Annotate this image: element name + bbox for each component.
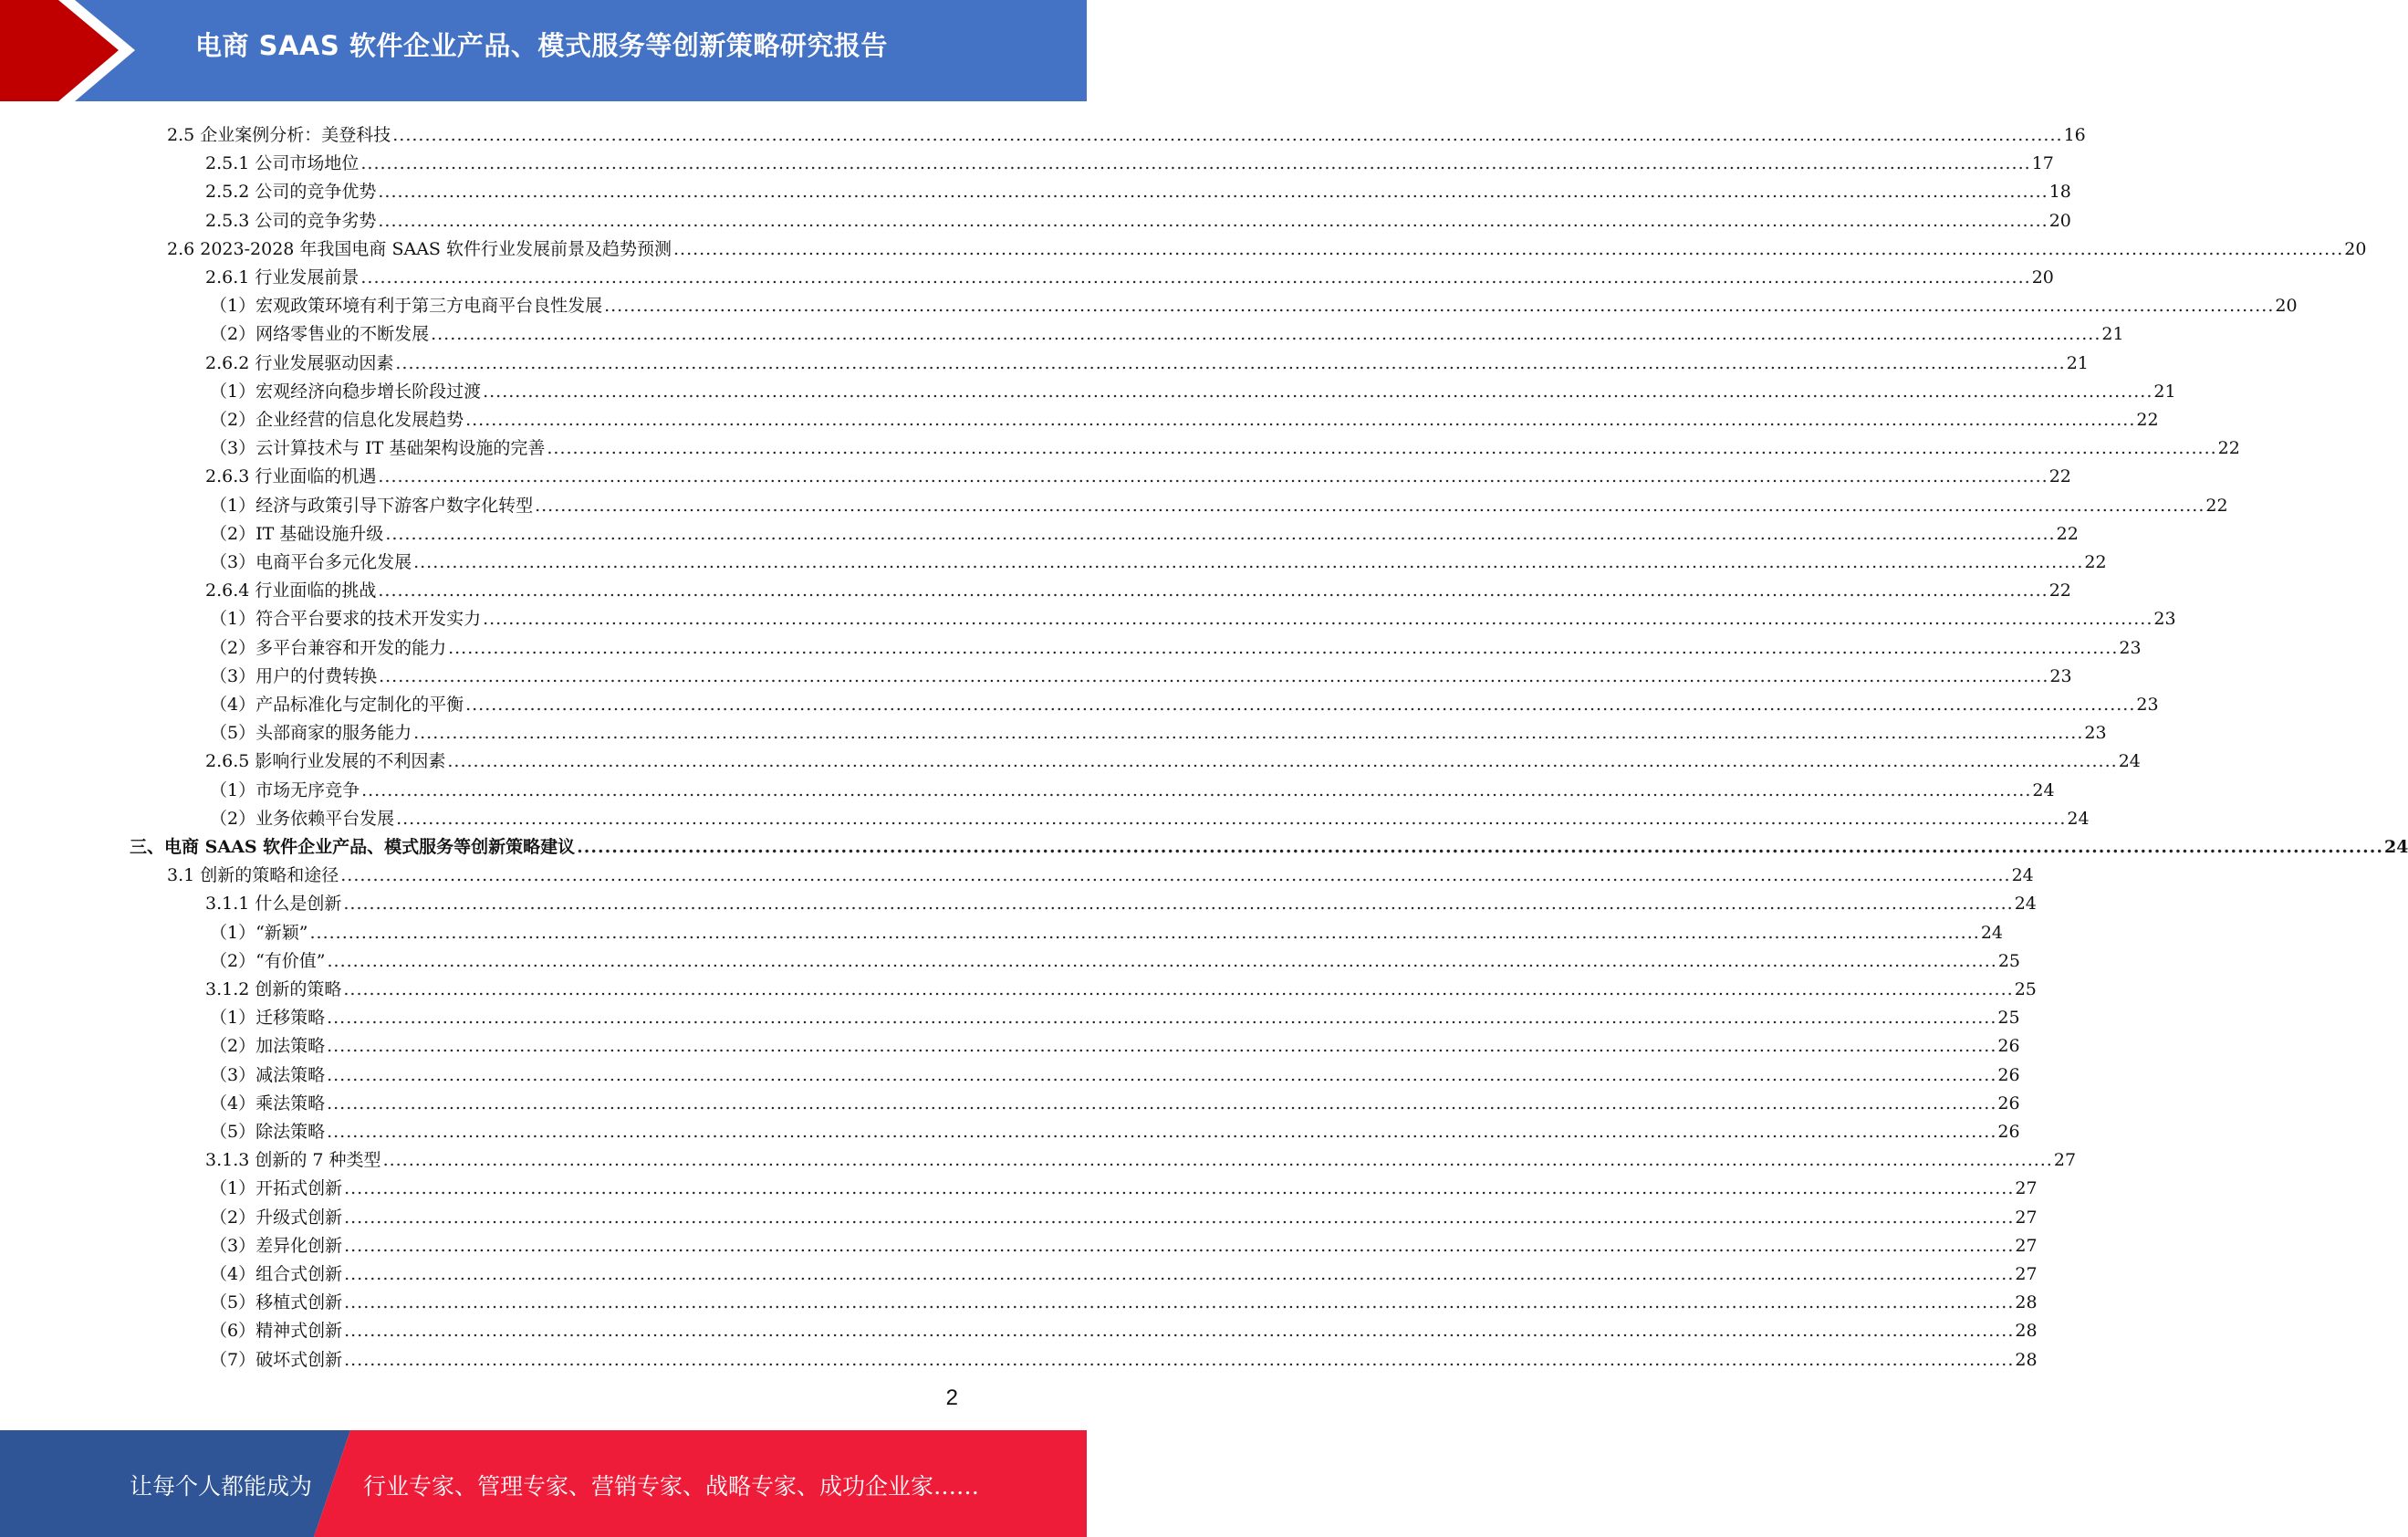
toc-leader-dots: ....................................................................................................................................................................................................................................................................	[413, 552, 2084, 572]
toc-entry[interactable]	[210, 686, 2159, 715]
toc-leader-dots: ....................................................................................................................................................................................................................................................................	[344, 1264, 2015, 1284]
toc-leader-dots: ....................................................................................................................................................................................................................................................................	[547, 438, 2217, 459]
toc-entry-label: （3）用户的付费转换	[210, 665, 378, 686]
toc-entry-page: 24	[2067, 808, 2090, 829]
toc-entry[interactable]	[210, 516, 2079, 544]
toc-leader-dots: ....................................................................................................................................................................................................................................................................	[327, 950, 1997, 971]
toc-entry-page: 27	[2015, 1235, 2038, 1256]
toc-leader-dots: ....................................................................................................................................................................................................................................................................	[378, 210, 2048, 231]
toc-entry-label: （4）乘法策略	[210, 1093, 326, 1114]
toc-leader-dots: ....................................................................................................................................................................................................................................................................	[448, 637, 2119, 658]
toc-leader-dots: ....................................................................................................................................................................................................................................................................	[361, 779, 2032, 800]
toc-entry[interactable]	[210, 373, 2176, 402]
toc-entry-page: 28	[2015, 1321, 2038, 1342]
toc-entry-label: （1）宏观政策环境有利于第三方电商平台良性发展	[210, 296, 603, 317]
toc-entry-page: 24	[2384, 837, 2408, 857]
toc-entry-page: 24	[2011, 865, 2034, 886]
toc-entry-page: 26	[1997, 1036, 2020, 1057]
toc-entry-label: 2.5.2 公司的竞争优势	[205, 182, 377, 203]
toc-entry-page: 24	[2118, 751, 2141, 772]
toc-entry-label: （3）减法策略	[210, 1064, 326, 1085]
toc-leader-dots: ....................................................................................................................................................................................................................................................................	[344, 1292, 2015, 1313]
toc-entry-page: 27	[2015, 1178, 2038, 1199]
toc-entry-label: 2.5.3 公司的竞争劣势	[205, 210, 377, 231]
toc-entry-label: 2.6.4 行业面临的挑战	[205, 580, 377, 601]
toc-entry-page: 20	[2031, 267, 2054, 288]
toc-entry[interactable]	[205, 1142, 2077, 1171]
toc-entry-label: （2）企业经营的信息化发展趋势	[210, 410, 464, 430]
toc-entry-label: 2.6.1 行业发展前景	[205, 267, 360, 288]
toc-leader-dots: ....................................................................................................................................................................................................................................................................	[483, 609, 2153, 630]
toc-entry-page: 27	[2053, 1150, 2077, 1171]
footer-slogan-right: 行业专家、管理专家、营销专家、战略专家、成功企业家……	[363, 1473, 980, 1500]
toc-entry[interactable]	[210, 943, 2020, 971]
toc-entry-label: （1）迁移策略	[210, 1008, 326, 1029]
toc-entry-page: 20	[2344, 238, 2367, 259]
toc-entry-page: 24	[2014, 894, 2037, 915]
toc-entry[interactable]	[210, 772, 2055, 800]
toc-entry-label: 2.6.2 行业发展驱动因素	[205, 352, 394, 373]
toc-entry-label: （2）网络零售业的不断发展	[210, 324, 430, 345]
toc-entry[interactable]	[210, 1342, 2038, 1370]
toc-entry[interactable]	[205, 345, 2089, 373]
toc-entry-label: 2.6 2023-2028 年我国电商 SAAS 软件行业发展前景及趋势预测	[167, 238, 672, 259]
toc-leader-dots: ....................................................................................................................................................................................................................................................................	[309, 922, 1980, 943]
toc-leader-dots: ....................................................................................................................................................................................................................................................................	[343, 979, 2014, 999]
header-banner	[0, 0, 1087, 101]
toc-entry[interactable]	[210, 1085, 2020, 1114]
toc-entry[interactable]	[205, 458, 2071, 487]
toc-entry-label: （1）经济与政策引导下游客户数字化转型	[210, 495, 534, 516]
toc-leader-dots: ....................................................................................................................................................................................................................................................................	[392, 125, 2063, 145]
toc-entry-page: 23	[2049, 665, 2072, 686]
toc-entry[interactable]	[210, 544, 2107, 572]
toc-entry-page: 22	[2205, 495, 2228, 516]
toc-leader-dots: ....................................................................................................................................................................................................................................................................	[378, 580, 2048, 601]
toc-leader-dots: ....................................................................................................................................................................................................................................................................	[535, 495, 2205, 516]
toc-entry-label: （5）除法策略	[210, 1122, 326, 1142]
toc-entry[interactable]	[210, 658, 2072, 686]
toc-entry[interactable]	[210, 999, 2020, 1029]
toc-leader-dots: ....................................................................................................................................................................................................................................................................	[465, 410, 2136, 430]
toc-entry-page: 22	[2217, 438, 2240, 459]
toc-entry[interactable]	[210, 288, 2298, 317]
toc-entry-label: （1）宏观经济向稳步增长阶段过渡	[210, 381, 482, 402]
toc-leader-dots: ....................................................................................................................................................................................................................................................................	[385, 523, 2056, 544]
toc-entry-label: （4）产品标准化与定制化的平衡	[210, 695, 464, 715]
toc-entry-page: 18	[2048, 182, 2071, 203]
toc-leader-dots: ....................................................................................................................................................................................................................................................................	[360, 153, 2031, 174]
toc-entry-page: 26	[1997, 1122, 2020, 1142]
toc-entry-label: 2.5.1 公司市场地位	[205, 153, 360, 174]
report-title: 电商 SAAS 软件企业产品、模式服务等创新策略研究报告	[195, 30, 888, 61]
toc-entry[interactable]	[205, 145, 2054, 174]
toc-leader-dots: ....................................................................................................................................................................................................................................................................	[340, 865, 2011, 886]
toc-entry-page: 28	[2015, 1292, 2038, 1313]
toc-entry-page: 22	[2084, 552, 2107, 572]
toc-entry[interactable]	[205, 203, 2071, 231]
toc-leader-dots: ....................................................................................................................................................................................................................................................................	[327, 1036, 1997, 1057]
toc-entry[interactable]	[167, 857, 2034, 886]
toc-entry-page: 25	[2014, 979, 2037, 999]
toc-entry[interactable]	[210, 430, 2240, 459]
toc-entry-label: （2）加法策略	[210, 1036, 326, 1057]
toc-leader-dots: ....................................................................................................................................................................................................................................................................	[344, 1178, 2015, 1199]
toc-entry-page: 21	[2066, 352, 2089, 373]
toc-entry-label: （3）电商平台多元化发展	[210, 552, 412, 572]
toc-leader-dots: ....................................................................................................................................................................................................................................................................	[483, 381, 2153, 402]
toc-entry[interactable]	[210, 601, 2176, 630]
toc-entry[interactable]	[210, 316, 2124, 345]
toc-entry[interactable]	[205, 173, 2071, 203]
toc-leader-dots: ....................................................................................................................................................................................................................................................................	[395, 352, 2066, 373]
toc-entry[interactable]	[210, 1199, 2038, 1228]
toc-entry-label: （5）头部商家的服务能力	[210, 723, 412, 744]
toc-leader-dots: ....................................................................................................................................................................................................................................................................	[327, 1064, 1997, 1085]
toc-entry-label: （1）开拓式创新	[210, 1178, 343, 1199]
toc-entry-page: 24	[2032, 779, 2055, 800]
toc-leader-dots: ....................................................................................................................................................................................................................................................................	[577, 837, 2384, 857]
toc-leader-dots: ....................................................................................................................................................................................................................................................................	[378, 466, 2048, 487]
toc-entry[interactable]	[210, 915, 2003, 943]
toc-entry-label: （2）业务依赖平台发展	[210, 808, 395, 829]
toc-entry[interactable]	[205, 971, 2037, 999]
toc-entry-label: 3.1.1 什么是创新	[205, 894, 342, 915]
toc-leader-dots: ....................................................................................................................................................................................................................................................................	[447, 751, 2118, 772]
toc-leader-dots: ....................................................................................................................................................................................................................................................................	[672, 238, 2344, 259]
toc-entry-page: 20	[2275, 296, 2298, 317]
toc-entry[interactable]	[210, 1057, 2020, 1085]
toc-entry[interactable]	[205, 572, 2071, 601]
toc-entry-label: （2）多平台兼容和开发的能力	[210, 637, 447, 658]
toc-entry-page: 27	[2015, 1207, 2038, 1228]
toc-entry-label: 3.1.2 创新的策略	[205, 979, 342, 999]
toc-entry-page: 16	[2063, 125, 2086, 145]
toc-entry-page: 22	[2056, 523, 2079, 544]
toc-entry-label: （4）组合式创新	[210, 1264, 343, 1284]
toc-entry-page: 24	[1980, 922, 2003, 943]
toc-entry-page: 23	[2136, 695, 2159, 715]
toc-entry-page: 23	[2084, 723, 2107, 744]
page-number: 2	[945, 1385, 958, 1410]
toc-leader-dots: ....................................................................................................................................................................................................................................................................	[327, 1093, 1997, 1114]
toc-entry[interactable]	[130, 829, 2408, 857]
toc-entry-label: 2.5 企业案例分析：美登科技	[167, 125, 391, 145]
toc-entry-page: 21	[2153, 381, 2176, 402]
toc-entry[interactable]	[210, 487, 2228, 516]
toc-entry[interactable]	[167, 231, 2367, 259]
toc-leader-dots: ....................................................................................................................................................................................................................................................................	[379, 665, 2049, 686]
toc-leader-dots: ....................................................................................................................................................................................................................................................................	[343, 894, 2014, 915]
toc-leader-dots: ....................................................................................................................................................................................................................................................................	[431, 324, 2101, 345]
toc-entry[interactable]	[210, 1228, 2038, 1256]
toc-entry-page: 22	[2136, 410, 2159, 430]
toc-entry[interactable]	[210, 1028, 2020, 1057]
toc-entry-label: 三、电商 SAAS 软件企业产品、模式服务等创新策略建议	[130, 837, 576, 857]
toc-leader-dots: ....................................................................................................................................................................................................................................................................	[327, 1122, 1997, 1142]
toc-entry-page: 25	[1997, 1008, 2020, 1029]
toc-entry[interactable]	[210, 1284, 2038, 1313]
toc-entry-page: 22	[2048, 466, 2071, 487]
toc-entry-page: 27	[2015, 1264, 2038, 1284]
toc-entry-label: （3）云计算技术与 IT 基础架构设施的完善	[210, 438, 546, 459]
toc-leader-dots: ....................................................................................................................................................................................................................................................................	[360, 267, 2031, 288]
toc-entry[interactable]	[205, 259, 2054, 288]
toc-entry[interactable]	[210, 1312, 2038, 1342]
toc-leader-dots: ....................................................................................................................................................................................................................................................................	[344, 1235, 2015, 1256]
toc-entry-label: （2）IT 基础设施升级	[210, 523, 384, 544]
toc-entry-label: 3.1 创新的策略和途径	[167, 865, 339, 886]
toc-entry-page: 23	[2119, 637, 2142, 658]
toc-entry-label: 2.6.3 行业面临的机遇	[205, 466, 377, 487]
toc-entry-label: （1）“新颖”	[210, 922, 308, 943]
toc-entry-page: 23	[2153, 609, 2176, 630]
toc-leader-dots: ....................................................................................................................................................................................................................................................................	[382, 1150, 2053, 1171]
toc-entry-page: 25	[1997, 950, 2020, 971]
toc-leader-dots: ....................................................................................................................................................................................................................................................................	[344, 1321, 2015, 1342]
footer-banner	[0, 1430, 1087, 1537]
red-arrow-icon	[0, 0, 146, 101]
toc-entry-label: （2）“有价值”	[210, 950, 326, 971]
toc-entry-label: 3.1.3 创新的 7 种类型	[205, 1150, 381, 1171]
toc-leader-dots: ....................................................................................................................................................................................................................................................................	[465, 695, 2136, 715]
toc-leader-dots: ....................................................................................................................................................................................................................................................................	[604, 296, 2275, 317]
toc-entry-page: 28	[2015, 1349, 2038, 1370]
toc-entry-page: 21	[2101, 324, 2124, 345]
toc-entry-label: （7）破坏式创新	[210, 1349, 343, 1370]
footer-slogan-left: 让每个人都能成为	[130, 1473, 313, 1500]
toc-entry[interactable]	[210, 1114, 2020, 1142]
toc-leader-dots: ....................................................................................................................................................................................................................................................................	[327, 1008, 1997, 1029]
toc-entry[interactable]	[210, 1256, 2038, 1284]
toc-entry-label: 2.6.5 影响行业发展的不利因素	[205, 751, 446, 772]
toc-entry-page: 17	[2031, 153, 2054, 174]
toc-leader-dots: ....................................................................................................................................................................................................................................................................	[396, 808, 2067, 829]
toc-entry-label: （2）升级式创新	[210, 1207, 343, 1228]
toc-entry-label: （3）差异化创新	[210, 1235, 343, 1256]
toc-leader-dots: ....................................................................................................................................................................................................................................................................	[413, 723, 2084, 744]
toc-entry-label: （1）市场无序竞争	[210, 779, 360, 800]
toc-entry[interactable]	[205, 743, 2141, 772]
toc-entry[interactable]	[167, 117, 2086, 145]
toc-entry-label: （6）精神式创新	[210, 1321, 343, 1342]
toc-leader-dots: ....................................................................................................................................................................................................................................................................	[344, 1349, 2015, 1370]
toc-entry-label: （1）符合平台要求的技术开发实力	[210, 609, 482, 630]
toc-entry[interactable]	[210, 715, 2107, 744]
toc-leader-dots: ....................................................................................................................................................................................................................................................................	[344, 1207, 2015, 1228]
toc-entry[interactable]	[210, 630, 2142, 658]
toc-entry-page: 20	[2048, 210, 2071, 231]
toc-entry-page: 26	[1997, 1064, 2020, 1085]
toc-entry[interactable]	[210, 402, 2159, 430]
toc-entry-page: 22	[2048, 580, 2071, 601]
toc-leader-dots: ....................................................................................................................................................................................................................................................................	[378, 182, 2048, 203]
toc-entry-page: 26	[1997, 1093, 2020, 1114]
toc-entry[interactable]	[210, 1170, 2038, 1199]
toc-entry[interactable]	[210, 800, 2090, 829]
toc-entry[interactable]	[205, 885, 2037, 915]
toc-entry-label: （5）移植式创新	[210, 1292, 343, 1313]
